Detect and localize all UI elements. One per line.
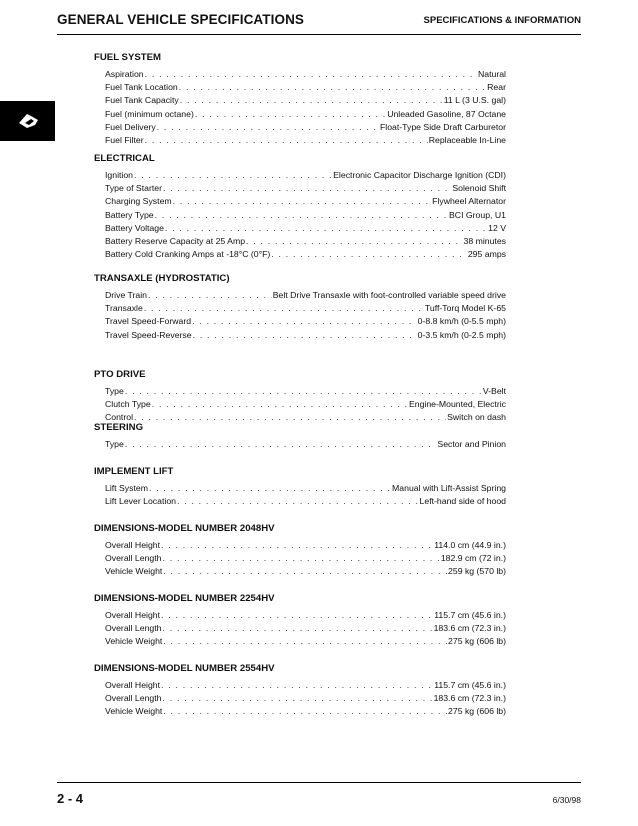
spec-value: Left-hand side of hood <box>419 496 506 507</box>
footer-divider <box>57 782 581 783</box>
section-title: DIMENSIONS-MODEL NUMBER 2254HV <box>94 593 275 604</box>
section-title: STEERING <box>94 422 144 433</box>
dot-leader <box>195 108 386 121</box>
spec-value: Engine-Mounted, Electric <box>408 399 506 410</box>
spec-label: Battery Type <box>105 209 154 220</box>
spec-value: V-Belt <box>482 386 506 396</box>
page-number: 2 - 4 <box>57 791 84 806</box>
spec-value: Natural <box>477 69 506 79</box>
spec-label: Type <box>105 439 124 449</box>
spec-row <box>105 705 506 718</box>
spec-rows <box>105 438 506 451</box>
spec-rows <box>105 539 506 579</box>
dot-leader <box>163 622 433 635</box>
dot-leader <box>149 482 391 495</box>
spec-label: Travel Speed-Forward <box>105 316 192 327</box>
spec-section <box>94 421 506 451</box>
spec-row <box>105 385 506 398</box>
section-title: IMPLEMENT LIFT <box>94 466 174 477</box>
section-title: PTO DRIVE <box>94 369 146 380</box>
spec-value: 115.7 cm (45.6 in.) <box>434 610 506 620</box>
spec-label: Battery Voltage <box>105 222 164 233</box>
dot-leader <box>145 134 428 147</box>
spec-label: Overall Length <box>105 623 162 634</box>
spec-value: Unleaded Gasoline, 87 Octane <box>387 108 506 119</box>
spec-value: 295 amps <box>467 249 506 260</box>
spec-row <box>105 248 506 261</box>
spec-value: 12 V <box>488 222 506 233</box>
dot-leader <box>179 81 486 94</box>
spec-row <box>105 302 506 315</box>
page-header-title: GENERAL VEHICLE SPECIFICATIONS <box>57 12 305 27</box>
dot-leader <box>165 222 487 235</box>
dot-leader <box>148 289 272 302</box>
spec-label: Vehicle Weight <box>105 566 163 577</box>
spec-label: Type of Starter <box>105 183 162 194</box>
spec-row <box>105 108 506 121</box>
spec-label: Fuel Tank Location <box>105 82 178 93</box>
spec-label: Drive Train <box>105 290 147 300</box>
dot-leader <box>157 121 379 134</box>
spec-section <box>94 465 506 508</box>
spec-label: Lift Lever Location <box>105 496 176 507</box>
dot-leader <box>125 438 437 451</box>
spec-label: Control <box>105 412 134 423</box>
spec-value: Belt Drive Transaxle with foot-controlled variable speed drive <box>272 290 506 300</box>
page-header-section: SPECIFICATIONS & INFORMATION <box>423 15 581 26</box>
spec-rows <box>105 385 506 425</box>
spec-value: 38 minutes <box>463 235 506 246</box>
spec-row <box>105 134 506 147</box>
spec-value: 259 kg (570 lb) <box>448 566 506 577</box>
spec-label: Lift System <box>105 483 148 493</box>
spec-row <box>105 94 506 107</box>
dot-leader <box>163 565 447 578</box>
spec-row <box>105 182 506 195</box>
spec-value: 183.6 cm (72.3 in.) <box>433 623 506 634</box>
spec-row <box>105 195 506 208</box>
dot-leader <box>163 552 440 565</box>
spec-value: 114.0 cm (44.9 in.) <box>434 540 506 550</box>
spec-row <box>105 315 506 328</box>
tractor-silhouette-icon <box>17 109 41 133</box>
dot-leader <box>192 315 417 328</box>
spec-section <box>94 152 506 261</box>
spec-row <box>105 635 506 648</box>
spec-value: Rear <box>487 82 506 93</box>
spec-label: Charging System <box>105 196 172 207</box>
spec-value: BCI Group, U1 <box>449 209 506 220</box>
spec-value: 0-8.8 km/h (0-5.5 mph) <box>417 316 506 327</box>
dot-leader <box>180 94 443 107</box>
dot-leader <box>161 609 433 622</box>
spec-row <box>105 438 506 451</box>
dot-leader <box>177 495 419 508</box>
spec-rows <box>105 68 506 147</box>
spec-label: Overall Height <box>105 680 161 690</box>
spec-label: Overall Height <box>105 610 161 620</box>
section-title: ELECTRICAL <box>94 153 155 164</box>
dot-leader <box>155 209 448 222</box>
dot-leader <box>125 385 482 398</box>
spec-row <box>105 329 506 342</box>
spec-value: 275 kg (606 lb) <box>448 706 506 717</box>
spec-value: 0-3.5 km/h (0-2.5 mph) <box>417 329 506 340</box>
spec-label: Aspiration <box>105 69 144 79</box>
section-title: FUEL SYSTEM <box>94 52 161 63</box>
spec-label: Clutch Type <box>105 399 151 410</box>
section-title: TRANSAXLE (HYDROSTATIC) <box>94 273 230 284</box>
dot-leader <box>134 169 332 182</box>
spec-row <box>105 539 506 552</box>
spec-section <box>94 272 506 342</box>
spec-value: Tuff-Torq Model K-65 <box>424 303 506 314</box>
spec-row <box>105 609 506 622</box>
dot-leader <box>173 195 431 208</box>
spec-label: Fuel Tank Capacity <box>105 95 179 106</box>
spec-section <box>94 662 506 719</box>
spec-row <box>105 679 506 692</box>
spec-row <box>105 121 506 134</box>
dot-leader <box>163 705 447 718</box>
spec-row <box>105 495 506 508</box>
spec-value: Switch on dash <box>447 412 506 423</box>
dot-leader <box>144 302 424 315</box>
revision-date: 6/30/98 <box>552 795 581 805</box>
dot-leader <box>152 398 408 411</box>
section-thumb-tab <box>0 101 55 141</box>
spec-row <box>105 68 506 81</box>
spec-row <box>105 398 506 411</box>
dot-leader <box>161 539 433 552</box>
spec-label: Type <box>105 386 124 396</box>
spec-section <box>94 368 506 425</box>
spec-label: Transaxle <box>105 303 143 314</box>
section-title: DIMENSIONS-MODEL NUMBER 2554HV <box>94 663 275 674</box>
spec-label: Travel Speed-Reverse <box>105 329 192 340</box>
spec-row <box>105 235 506 248</box>
spec-label: Fuel Filter <box>105 134 144 145</box>
spec-row <box>105 209 506 222</box>
dot-leader <box>271 248 467 261</box>
spec-row <box>105 222 506 235</box>
dot-leader <box>246 235 462 248</box>
spec-value: 11 L (3 U.S. gal) <box>443 95 506 106</box>
spec-value: 275 kg (606 lb) <box>448 636 506 647</box>
spec-label: Overall Height <box>105 540 161 550</box>
spec-label: Battery Cold Cranking Amps at -18°C (0°F) <box>105 249 271 260</box>
dot-leader <box>161 679 433 692</box>
spec-row <box>105 169 506 182</box>
spec-value: 182.9 cm (72 in.) <box>440 553 506 564</box>
spec-value: Float-Type Side Draft Carburetor <box>379 121 506 132</box>
spec-rows <box>105 289 506 342</box>
spec-label: Ignition <box>105 170 134 180</box>
spec-row <box>105 692 506 705</box>
spec-label: Battery Reserve Capacity at 25 Amp <box>105 235 246 246</box>
dot-leader <box>145 68 477 81</box>
spec-row <box>105 565 506 578</box>
spec-row <box>105 81 506 94</box>
dot-leader <box>163 635 447 648</box>
spec-value: Manual with Lift-Assist Spring <box>392 483 506 493</box>
spec-section <box>94 592 506 649</box>
spec-value: Replaceable In-Line <box>428 134 506 145</box>
dot-leader <box>193 329 417 342</box>
spec-section <box>94 522 506 579</box>
spec-row <box>105 482 506 495</box>
spec-label: Fuel Delivery <box>105 121 156 132</box>
spec-label: Fuel (minimum octane) <box>105 108 194 119</box>
spec-rows <box>105 482 506 508</box>
spec-value: 183.6 cm (72.3 in.) <box>433 693 506 704</box>
spec-section <box>94 51 506 147</box>
spec-label: Overall Length <box>105 553 162 564</box>
spec-rows <box>105 609 506 649</box>
spec-label: Vehicle Weight <box>105 706 163 717</box>
spec-rows <box>105 169 506 261</box>
spec-label: Vehicle Weight <box>105 636 163 647</box>
spec-value: Sector and Pinion <box>437 439 506 449</box>
dot-leader <box>163 692 433 705</box>
spec-value: Solenoid Shift <box>452 183 506 194</box>
spec-rows <box>105 679 506 719</box>
spec-row <box>105 289 506 302</box>
spec-value: Flywheel Alternator <box>432 196 506 207</box>
spec-label: Overall Length <box>105 693 162 704</box>
dot-leader <box>163 182 451 195</box>
spec-value: Electronic Capacitor Discharge Ignition (CDI) <box>333 170 506 180</box>
section-title: DIMENSIONS-MODEL NUMBER 2048HV <box>94 523 275 534</box>
spec-row <box>105 622 506 635</box>
spec-value: 115.7 cm (45.6 in.) <box>434 680 506 690</box>
spec-row <box>105 552 506 565</box>
header-divider <box>57 34 581 35</box>
